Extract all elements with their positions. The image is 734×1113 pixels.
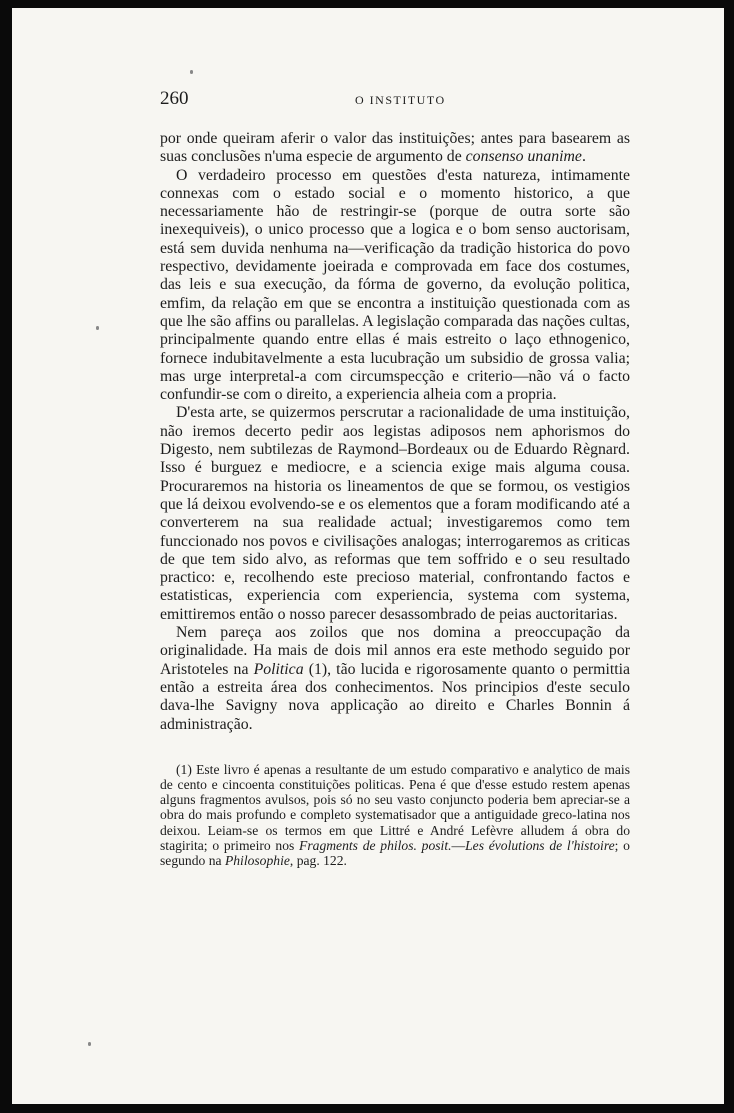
text-run: — (451, 837, 466, 853)
scan-speck (96, 326, 99, 330)
paragraph (160, 167, 630, 405)
text-run: . (581, 148, 586, 166)
text-run: Nem pareça aos zoilos que nos domina a preoccupação da originalidade. Ha mais de dois mil annos era este methodo seguido por Aristoteles na (160, 624, 630, 678)
text-run: ; o segundo na (160, 837, 630, 869)
scan-speck (88, 1042, 91, 1046)
paragraph (160, 624, 630, 734)
text-run: O verdadeiro processo em questões d'esta natureza, intimamente connexas com o estado social e o momento historico, a que necessariamente hão de restringir-se (porque de outra sorte são inexequiveis), o unico processo que a logica e o bom senso auctorisam, está sem duvida nenhuma na—verificação da tradição historica do povo respectivo, devidamente joeirada e comprovada em face dos costumes, das leis e sua execução, da fórma de governo, da evolução politica, emfim, da relação em que se encontra a instituição questionada com as que lhe são affins ou parallelas. A legislação comparada das nações cultas, principalmente quando entre ellas é mais estreito o laço ethnogenico, fornece indubitavelmente a esta lucubração um subsidio de grossa valia; mas urge interpretal-a com circumspecção e criterio—não vá o facto confundir-se com o direito, a experiencia alheia com a propria. (160, 166, 630, 404)
page-number: 260 (160, 88, 189, 109)
footnote-separator (160, 734, 630, 762)
running-head (160, 88, 630, 120)
running-title: O INSTITUTO (355, 93, 446, 107)
paragraph (160, 130, 630, 167)
footnotes (160, 762, 630, 868)
book-page (160, 88, 630, 868)
text-run: , pag. 122. (289, 853, 347, 869)
footnote (160, 762, 630, 868)
text-run: (1) Este livro é apenas a resultante de um estudo comparativo e analytico de mais de cento e cincoenta constituições politicas. Pena é que d'esse estudo restem apenas alguns fragmentos avulsos, pois só no seu vasto conjuncto poderia bem apreciar-se a obra do mais profundo e completo systematisador que a antiguidade greco-latina nos deixou. Leiam-se os termos em que Littré e André Lefèvre alludem á obra do stagirita; o primeiro nos (160, 761, 630, 853)
italic-text: consenso unanime (465, 148, 582, 166)
italic-text: Philosophie (224, 853, 290, 869)
text-run: por onde queiram aferir o valor das instituições; antes para basearem as suas conclusões n'uma especie de argumento de (160, 130, 630, 166)
italic-text: Politica (253, 660, 304, 678)
paragraph (160, 404, 630, 624)
italic-text: Les évolutions de l'histoire (465, 837, 615, 853)
text-run: (1), tão lucida e rigorosamente quanto o permittia então a estreita área dos conhecimentos. Nos principios d'este seculo dava-lhe Savigny nova applicação ao direito e Charles Bonnin á administração. (160, 660, 631, 733)
scan-speck (190, 70, 193, 74)
text-run: D'esta arte, se quizermos perscrutar a racionalidade de uma instituição, não iremos decerto pedir aos legistas adiposos nem aphorismos do Digesto, nem subtilezas de Raymond–Bordeaux ou de Eduardo Règnard. Isso é burguez e mediocre, e a sciencia exige mais alguma cousa. Procuraremos na historia os lineamentos de que se formou, os vestigios que lá deixou evolvendo-se e os elementos que a foram modificando até a converterem na sua realidade actual; investigaremos como tem funccionado nos povos e civilisações analogas; interrogaremos as criticas de que tem sido alvo, as reformas que tem soffrido e o seu resultado practico: e, recolhendo este precioso material, confrontando factos e estatisticas, experiencia com experiencia, systema com systema, emittiremos então o nosso parecer desassombrado de peias auctoritarias. (160, 404, 630, 623)
italic-text: Fragments de philos. posit. (299, 837, 452, 853)
body-text (160, 130, 630, 734)
